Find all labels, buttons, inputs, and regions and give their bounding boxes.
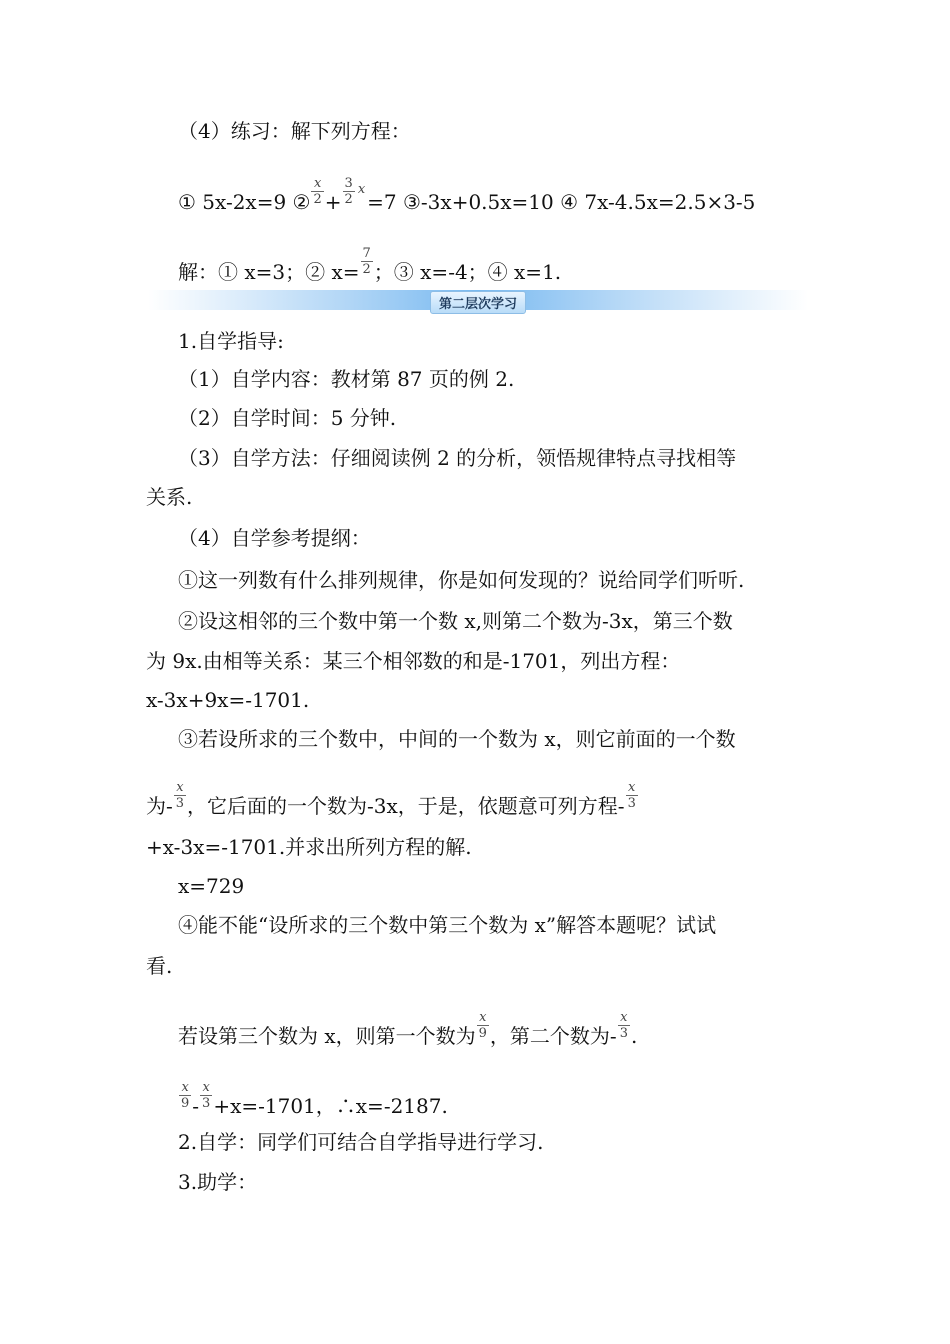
guide-time: （2）自学时间：5 分钟. <box>178 406 397 430</box>
guide-title: 1.自学指导: <box>178 329 284 353</box>
question-4-answer <box>178 1010 638 1053</box>
eq-tail-text: =7 ③-3x+0.5x=10 ④ 7x-4.5x=2.5×3-5 <box>367 190 756 214</box>
question-3-answer: x=729 <box>178 874 245 898</box>
q4-ans-b: ，第二个数为- <box>489 1024 617 1048</box>
fraction-x-over-9: $\frac{x}{9}$ <box>478 1010 487 1041</box>
q3-middle: ，它后面的一个数为-3x，于是，依题意可列方程- <box>187 794 625 818</box>
fraction-x-over-3: $\frac{x}{3}$ <box>619 1010 628 1041</box>
fraction-7-over-2: $\frac{7}{2}$ <box>362 246 371 277</box>
fraction-x-over-3: $\frac{x}{3}$ <box>627 780 636 811</box>
question-3-line1: ③若设所求的三个数中，中间的一个数为 x，则它前面的一个数 <box>178 727 736 751</box>
variable-x: x <box>357 182 366 197</box>
q4-ans-c: . <box>630 1024 638 1048</box>
question-1: ①这一列数有什么排列规律，你是如何发现的？说给同学们听听. <box>178 568 745 592</box>
practice-answers <box>178 246 562 289</box>
question-2-line2: 为 9x.由相等关系：某三个相邻数的和是-1701，列出方程： <box>146 649 681 673</box>
question-3-line3: +x-3x=-1701.并求出所列方程的解. <box>146 835 472 859</box>
question-4-equation <box>178 1080 448 1123</box>
q4-ans-a: 若设第三个数为 x，则第一个数为 <box>178 1024 476 1048</box>
q4-minus: - <box>192 1094 200 1118</box>
self-study: 2.自学：同学们可结合自学指导进行学习. <box>178 1130 544 1154</box>
guide-content: （1）自学内容：教材第 87 页的例 2. <box>178 367 515 391</box>
fraction-x-over-9: $\frac{x}{9}$ <box>181 1080 190 1111</box>
fraction-x-over-2: $\frac{x}{2}$ <box>313 176 322 207</box>
guide-method-line1: （3）自学方法：仔细阅读例 2 的分析，领悟规律特点寻找相等 <box>178 446 737 470</box>
guide-method-line2: 关系. <box>146 485 193 509</box>
fraction-x-over-3: $\frac{x}{3}$ <box>202 1080 211 1111</box>
question-2-line3: x-3x+9x=-1701. <box>146 688 310 712</box>
answer-suffix: ；③ x=-4；④ x=1. <box>373 260 562 284</box>
q3-prefix: 为- <box>146 794 173 818</box>
question-4-line1: ④能不能“设所求的三个数中第三个数为 x”解答本题呢？试试 <box>178 913 717 937</box>
practice-heading: （4）练习：解下列方程： <box>178 119 411 143</box>
section-banner-label: 第二层次学习 <box>430 291 526 314</box>
eq2-plus: + <box>324 190 342 214</box>
q4-eq-tail: +x=-1701，∴x=-2187. <box>213 1094 448 1118</box>
fraction-3-over-2: $\frac{3}{2}$ <box>344 176 353 207</box>
practice-equations <box>178 176 756 219</box>
eq1-text: ① 5x-2x=9 ② <box>178 190 311 214</box>
question-3-line2 <box>146 780 639 823</box>
answer-prefix: 解：① x=3；② x= <box>178 260 360 284</box>
section-banner <box>148 290 808 310</box>
fraction-x-over-3: $\frac{x}{3}$ <box>175 780 185 811</box>
guide-outline: （4）自学参考提纲： <box>178 526 371 550</box>
question-2-line1: ②设这相邻的三个数中第一个数 x,则第二个数为-3x，第三个数 <box>178 609 733 633</box>
help-study: 3.助学： <box>178 1170 258 1194</box>
question-4-line2: 看. <box>146 954 173 978</box>
